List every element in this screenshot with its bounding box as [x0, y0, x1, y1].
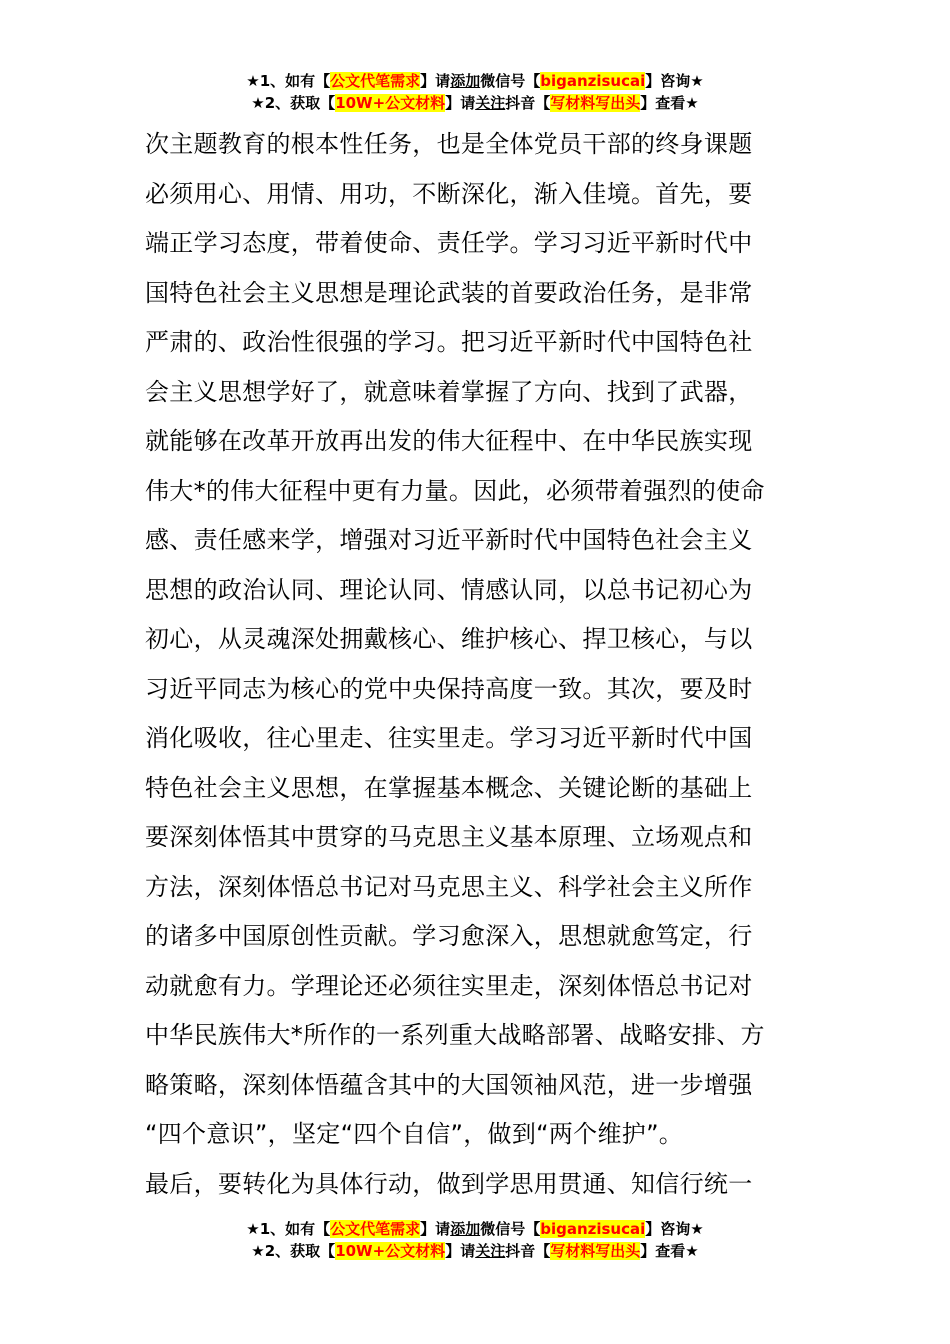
text-line: 最后，要转化为具体行动，做到学思用贯通、知信行统一: [145, 1169, 753, 1198]
banner-text: 】咨询★: [645, 72, 704, 90]
text-line: 消化吸收，往心里走、往实里走。学习习近平新时代中国: [145, 724, 753, 752]
banner-line-1: [0, 70, 950, 92]
highlight-materials: 10W+公文材料: [335, 94, 446, 112]
text-line: 会主义思想学好了，就意味着掌握了方向、找到了武器，: [145, 377, 753, 406]
banner-text: ★2、获取【: [251, 1242, 336, 1260]
footer-banner: [0, 1218, 950, 1262]
highlight-douyin-account: 写材料写出头: [550, 94, 641, 112]
banner-text: 】请: [420, 1220, 451, 1238]
text-line: 动就愈有力。学理论还必须往实里走，深刻体悟总书记对: [145, 971, 753, 1000]
banner-line-2: [0, 1240, 950, 1262]
header-banner: [0, 70, 950, 114]
underlined-word: 关注: [475, 1242, 506, 1260]
banner-text: 】查看★: [640, 1242, 699, 1260]
underlined-word: 添加: [450, 72, 481, 90]
banner-text: 】咨询★: [645, 1220, 704, 1238]
underlined-word: 关注: [475, 94, 506, 112]
text-line: 初心，从灵魂深处拥戴核心、维护核心、捍卫核心，与以: [145, 625, 753, 653]
text-line: 就能够在改革开放再出发的伟大征程中、在中华民族实现: [145, 427, 753, 455]
banner-line-1: [0, 1218, 950, 1240]
banner-text: ★2、获取【: [251, 94, 336, 112]
banner-text: 微信号【: [480, 1220, 541, 1238]
text-line: 端正学习态度，带着使命、责任学。学习习近平新时代中: [145, 229, 753, 257]
highlight-service: 公文代笔需求: [330, 72, 421, 90]
document-body: [145, 120, 810, 1209]
banner-text: 抖音【: [505, 94, 551, 112]
banner-line-2: [0, 92, 950, 114]
highlight-service: 公文代笔需求: [330, 1220, 421, 1238]
banner-text: 微信号【: [480, 72, 541, 90]
banner-text: ★1、如有【: [246, 72, 331, 90]
banner-text: ★1、如有【: [246, 1220, 331, 1238]
text-line: 要深刻体悟其中贯穿的马克思主义基本原理、立场观点和: [145, 823, 753, 851]
text-line: 思想的政治认同、理论认同、情感认同，以总书记初心为: [145, 575, 753, 604]
banner-text: 】请: [420, 72, 451, 90]
text-line: 感、责任感来学，增强对习近平新时代中国特色社会主义: [145, 526, 753, 554]
banner-text: 】请: [445, 1242, 476, 1260]
text-line: 方法，深刻体悟总书记对马克思主义、科学社会主义所作: [145, 872, 753, 901]
text-line: “四个意识”，坚定“四个自信”，做到“两个维护”。: [145, 1120, 684, 1148]
highlight-materials: 10W+公文材料: [335, 1242, 446, 1260]
highlight-wechat-id: biganzisucai: [540, 72, 646, 90]
banner-text: 】请: [445, 94, 476, 112]
text-line: 中华民族伟大*所作的一系列重大战略部署、战略安排、方: [145, 1021, 765, 1049]
text-line: 特色社会主义思想，在掌握基本概念、关键论断的基础上: [145, 773, 753, 802]
underlined-word: 添加: [450, 1220, 481, 1238]
text-line: 次主题教育的根本性任务，也是全体党员干部的终身课题: [145, 130, 753, 158]
highlight-wechat-id: biganzisucai: [540, 1220, 646, 1238]
text-line: 必须用心、用情、用功，不断深化，渐入佳境。首先，要: [145, 179, 753, 208]
highlight-douyin-account: 写材料写出头: [550, 1242, 641, 1260]
banner-text: 抖音【: [505, 1242, 551, 1260]
text-line: 国特色社会主义思想是理论武装的首要政治任务，是非常: [145, 278, 753, 307]
text-line: 严肃的、政治性很强的学习。把习近平新时代中国特色社: [145, 328, 753, 356]
banner-text: 】查看★: [640, 94, 699, 112]
text-line: 伟大*的伟大征程中更有力量。因此，必须带着强烈的使命: [145, 476, 765, 505]
text-line: 习近平同志为核心的党中央保持高度一致。其次，要及时: [145, 674, 753, 703]
text-line: 略策略，深刻体悟蕴含其中的大国领袖风范，进一步增强: [145, 1070, 753, 1099]
text-line: 的诸多中国原创性贡献。学习愈深入，思想就愈笃定，行: [145, 922, 753, 950]
